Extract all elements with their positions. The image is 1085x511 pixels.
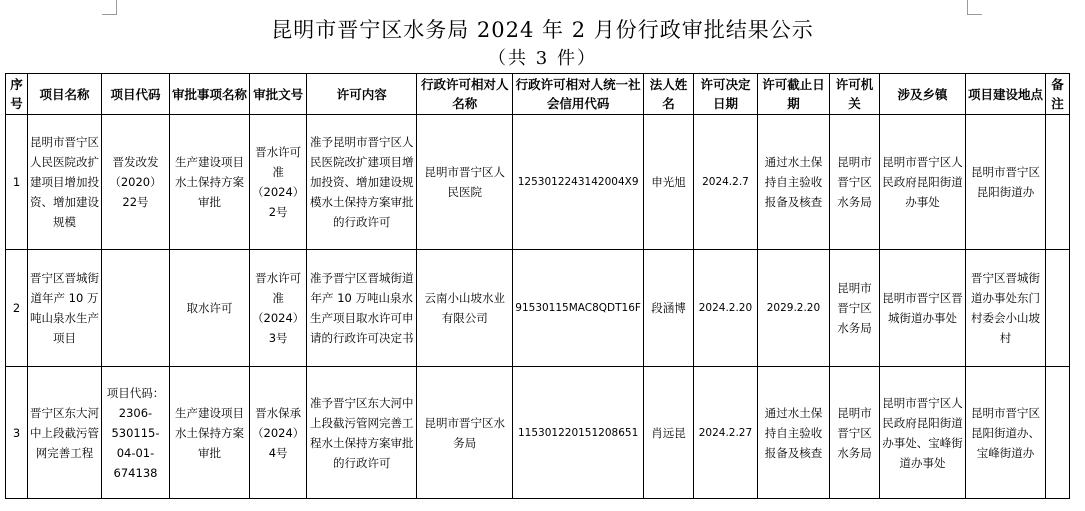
page-corner-mark-right [967, 0, 982, 15]
cell-approval-item: 取水许可 [170, 250, 250, 367]
cell-remark [1045, 115, 1069, 250]
page-corner-mark-left [102, 0, 117, 15]
cell-approval-item: 生产建设项目水土保持方案审批 [170, 367, 250, 499]
cell-expiry: 通过水土保持自主验收报备及核查 [757, 367, 829, 499]
table-row [6, 250, 1070, 367]
cell-decision-date: 2024.2.27 [693, 367, 757, 499]
cell-legal-person: 肖远昆 [643, 367, 693, 499]
cell-expiry: 通过水土保持自主验收报备及核查 [757, 115, 829, 250]
cell-remark [1045, 250, 1069, 367]
cell-credit-code: 91530115MAC8QDT16F [513, 250, 644, 367]
cell-project-code: 晋发改发（2020）22号 [102, 115, 170, 250]
cell-location: 昆明市晋宁区昆阳街道办 [965, 115, 1045, 250]
cell-township: 昆明市晋宁区人民政府昆阳街道办事处 [879, 115, 965, 250]
table-row [6, 115, 1070, 250]
cell-approval-doc: 晋水许可准（2024）3号 [250, 250, 307, 367]
header-approval-item: 审批事项名称 [170, 74, 250, 115]
cell-no: 3 [6, 367, 28, 499]
cell-project-code [102, 250, 170, 367]
cell-content: 准予晋宁区东大河中上段截污管网完善工程水土保持方案审批的行政许可 [307, 367, 417, 499]
header-content: 许可内容 [307, 74, 417, 115]
cell-approval-doc: 晋水保承（2024）4号 [250, 367, 307, 499]
cell-legal-person: 申光旭 [643, 115, 693, 250]
cell-location: 昆明市晋宁区昆阳街道办、宝峰街道办 [965, 367, 1045, 499]
cell-authority: 昆明市晋宁区水务局 [829, 367, 879, 499]
page-title: 昆明市晋宁区水务局 2024 年 2 月份行政审批结果公示 [271, 18, 814, 42]
cell-project-name: 晋宁区东大河中上段截污管网完善工程 [28, 367, 102, 499]
header-location: 项目建设地点 [965, 74, 1045, 115]
cell-remark [1045, 367, 1069, 499]
page-subtitle: （共 3 件） [488, 48, 597, 69]
cell-township: 昆明市晋宁区晋城街道办事处 [879, 250, 965, 367]
cell-approval-doc: 晋水许可准（2024）2号 [250, 115, 307, 250]
cell-licensee: 昆明市晋宁区人民医院 [417, 115, 513, 250]
cell-licensee: 昆明市晋宁区水务局 [417, 367, 513, 499]
cell-legal-person: 段涵博 [643, 250, 693, 367]
header-credit-code: 行政许可相对人统一社会信用代码 [513, 74, 644, 115]
header-remark: 备注 [1045, 74, 1069, 115]
cell-authority: 昆明市晋宁区水务局 [829, 115, 879, 250]
header-licensee: 行政许可相对人名称 [417, 74, 513, 115]
header-legal-person: 法人姓名 [643, 74, 693, 115]
cell-project-code: 项目代码：2306-530115-04-01-674138 [102, 367, 170, 499]
table-row [6, 367, 1070, 499]
cell-township: 昆明市晋宁区人民政府昆阳街道办事处、宝峰街道办事处 [879, 367, 965, 499]
header-project-name: 项目名称 [28, 74, 102, 115]
cell-content: 准予晋宁区晋城街道年产 10 万吨山泉水生产项目取水许可申请的行政许可决定书 [307, 250, 417, 367]
header-project-code: 项目代码 [102, 74, 170, 115]
cell-project-name: 晋宁区晋城街道年产 10 万吨山泉水生产项目 [28, 250, 102, 367]
header-decision-date: 许可决定日期 [693, 74, 757, 115]
cell-location: 晋宁区晋城街道办事处东门村委会小山坡村 [965, 250, 1045, 367]
header-township: 涉及乡镇 [879, 74, 965, 115]
cell-expiry: 2029.2.20 [757, 250, 829, 367]
header-authority: 许可机关 [829, 74, 879, 115]
cell-content: 准予昆明市晋宁区人民医院改扩建项目增加投资、增加建设规模水土保持方案审批的行政许可 [307, 115, 417, 250]
cell-no: 1 [6, 115, 28, 250]
cell-project-name: 昆明市晋宁区人民医院改扩建项目增加投资、增加建设规模 [28, 115, 102, 250]
approval-results-table [5, 73, 1070, 499]
cell-licensee: 云南小山坡水业有限公司 [417, 250, 513, 367]
header-approval-doc: 审批文号 [250, 74, 307, 115]
cell-no: 2 [6, 250, 28, 367]
cell-decision-date: 2024.2.20 [693, 250, 757, 367]
cell-credit-code: 115301220151208651 [513, 367, 644, 499]
cell-authority: 昆明市晋宁区水务局 [829, 250, 879, 367]
table-header-row [6, 74, 1070, 115]
header-no: 序号 [6, 74, 28, 115]
cell-approval-item: 生产建设项目水土保持方案审批 [170, 115, 250, 250]
header-expiry: 许可截止日期 [757, 74, 829, 115]
cell-decision-date: 2024.2.7 [693, 115, 757, 250]
cell-credit-code: 12530122431420​04X9 [513, 115, 644, 250]
